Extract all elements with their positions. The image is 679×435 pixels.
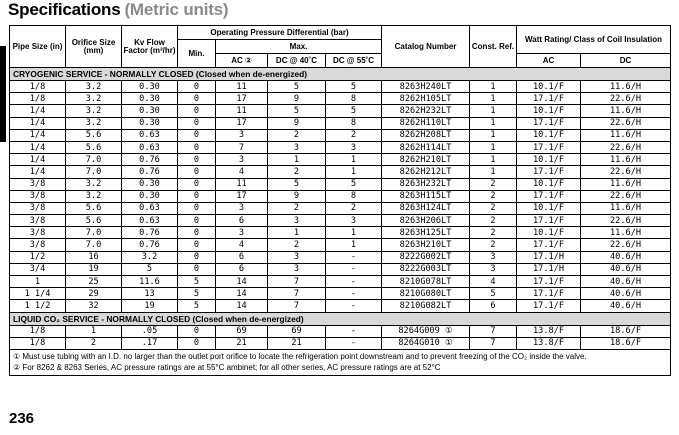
- cell-watt-dc: 40.6/H: [581, 288, 671, 300]
- cell-orifice-size: 5.6: [66, 141, 122, 153]
- cell-orifice-size: 3.2: [66, 117, 122, 129]
- cell-watt-ac: 17.1/F: [517, 166, 581, 178]
- cell-max-dc-40: 21: [268, 337, 326, 349]
- cell-max-dc-40: 5: [268, 81, 326, 93]
- cell-watt-ac: 10.1/F: [517, 202, 581, 214]
- cell-kv-factor: 0.76: [122, 154, 178, 166]
- cell-max-dc-40: 3: [268, 215, 326, 227]
- cell-max-dc-55: 5: [326, 81, 382, 93]
- cell-const-ref: 1: [470, 154, 517, 166]
- cell-max-dc-40: 5: [268, 178, 326, 190]
- cell-min-pressure: 0: [178, 227, 216, 239]
- cell-watt-dc: 11.6/H: [581, 81, 671, 93]
- cell-max-dc-55: -: [326, 337, 382, 349]
- cell-max-dc-40: 1: [268, 154, 326, 166]
- cell-min-pressure: 0: [178, 251, 216, 263]
- cell-catalog-number: 8263H232LT: [382, 178, 470, 190]
- cell-catalog-number: 8263H206LT: [382, 215, 470, 227]
- note-1: ① Must use tubing with an I.D. no larger than the outlet port orifice to locate the refrigeration point downstream and to prevent freezing of the CO₂ inside the valve.: [13, 352, 587, 362]
- cell-pipe-size: 1/4: [10, 166, 66, 178]
- cell-min-pressure: 0: [178, 190, 216, 202]
- cell-max-dc-55: 1: [326, 154, 382, 166]
- cell-max-ac: 21: [216, 337, 268, 349]
- cell-watt-dc: 22.6/H: [581, 166, 671, 178]
- cell-catalog-number: 8262H208LT: [382, 129, 470, 141]
- cell-watt-ac: 10.1/F: [517, 178, 581, 190]
- cell-const-ref: 7: [470, 325, 517, 337]
- header-const-ref: Const. Ref.: [470, 26, 517, 68]
- cell-max-dc-55: 5: [326, 105, 382, 117]
- cell-const-ref: 1: [470, 105, 517, 117]
- cell-catalog-number: 8210G078LT: [382, 276, 470, 288]
- cell-max-dc-55: -: [326, 300, 382, 312]
- cell-orifice-size: 2: [66, 337, 122, 349]
- cell-const-ref: 2: [470, 202, 517, 214]
- cell-watt-ac: 17.1/F: [517, 288, 581, 300]
- cell-const-ref: 2: [470, 239, 517, 251]
- page-number: 236: [9, 410, 35, 427]
- table-notes: [10, 349, 671, 375]
- cell-kv-factor: 0.63: [122, 202, 178, 214]
- cell-watt-ac: 17.1/F: [517, 141, 581, 153]
- cell-kv-factor: 11.6: [122, 276, 178, 288]
- cell-max-dc-40: 5: [268, 105, 326, 117]
- cell-max-dc-40: 69: [268, 325, 326, 337]
- cell-min-pressure: 5: [178, 300, 216, 312]
- cell-watt-dc: 18.6/F: [581, 337, 671, 349]
- cell-max-dc-55: -: [326, 276, 382, 288]
- cell-kv-factor: 19: [122, 300, 178, 312]
- cell-catalog-number: 8263H125LT: [382, 227, 470, 239]
- cell-max-dc-40: 7: [268, 288, 326, 300]
- cell-watt-ac: 10.1/F: [517, 129, 581, 141]
- cell-min-pressure: 0: [178, 141, 216, 153]
- cell-max-ac: 3: [216, 202, 268, 214]
- cell-orifice-size: 1: [66, 325, 122, 337]
- cell-const-ref: 1: [470, 81, 517, 93]
- cell-watt-dc: 18.6/F: [581, 325, 671, 337]
- cell-catalog-number: 8222G002LT: [382, 251, 470, 263]
- table-row: [10, 154, 671, 166]
- table-row: [10, 251, 671, 263]
- cell-orifice-size: 3.2: [66, 93, 122, 105]
- table-row: [10, 178, 671, 190]
- section-label: CRYOGENIC SERVICE - NORMALLY CLOSED (Closed when de-energized): [10, 68, 671, 81]
- title-units: (Metric units): [124, 0, 229, 19]
- table-row: [10, 337, 671, 349]
- cell-max-dc-55: 1: [326, 239, 382, 251]
- cell-max-ac: 4: [216, 239, 268, 251]
- cell-orifice-size: 7.0: [66, 154, 122, 166]
- cell-max-ac: 14: [216, 300, 268, 312]
- cell-kv-factor: 5: [122, 263, 178, 275]
- cell-catalog-number: 8262H212LT: [382, 166, 470, 178]
- cell-catalog-number: 8264G009 ①: [382, 325, 470, 337]
- cell-pipe-size: 1: [10, 276, 66, 288]
- cell-max-dc-55: 2: [326, 129, 382, 141]
- cell-max-dc-40: 3: [268, 251, 326, 263]
- title-main: Specifications: [8, 0, 121, 19]
- cell-catalog-number: 8263H240LT: [382, 81, 470, 93]
- cell-kv-factor: 0.30: [122, 81, 178, 93]
- cell-pipe-size: 1/8: [10, 337, 66, 349]
- cell-orifice-size: 5.6: [66, 129, 122, 141]
- page-title: [8, 0, 228, 20]
- table-row: [10, 117, 671, 129]
- cell-min-pressure: 0: [178, 178, 216, 190]
- cell-max-ac: 7: [216, 141, 268, 153]
- cell-watt-ac: 17.1/F: [517, 117, 581, 129]
- cell-kv-factor: 0.30: [122, 105, 178, 117]
- cell-watt-dc: 11.6/H: [581, 178, 671, 190]
- cell-max-ac: 17: [216, 190, 268, 202]
- cell-orifice-size: 5.6: [66, 202, 122, 214]
- cell-watt-dc: 11.6/H: [581, 202, 671, 214]
- section-tab-marker: [0, 46, 6, 142]
- cell-pipe-size: 3/8: [10, 239, 66, 251]
- cell-const-ref: 1: [470, 117, 517, 129]
- cell-max-dc-55: 5: [326, 178, 382, 190]
- cell-watt-dc: 40.6/H: [581, 251, 671, 263]
- cell-kv-factor: 0.30: [122, 117, 178, 129]
- cell-watt-dc: 11.6/H: [581, 227, 671, 239]
- note-2: ② For 8262 & 8263 Series, AC pressure ratings are at 55°C ambinet; for all other series, AC pressure ratings are at 52°C: [13, 363, 441, 373]
- cell-min-pressure: 0: [178, 337, 216, 349]
- cell-orifice-size: 19: [66, 263, 122, 275]
- table-row: [10, 215, 671, 227]
- cell-watt-dc: 11.6/H: [581, 129, 671, 141]
- cell-watt-ac: 17.1/F: [517, 93, 581, 105]
- cell-max-ac: 4: [216, 166, 268, 178]
- cell-min-pressure: 0: [178, 154, 216, 166]
- cell-max-dc-55: -: [326, 263, 382, 275]
- cell-catalog-number: 8262H210LT: [382, 154, 470, 166]
- cell-orifice-size: 7.0: [66, 239, 122, 251]
- cell-max-dc-55: 3: [326, 141, 382, 153]
- cell-min-pressure: 0: [178, 325, 216, 337]
- table-row: [10, 325, 671, 337]
- section-header-row: [10, 312, 671, 325]
- cell-max-ac: 6: [216, 215, 268, 227]
- cell-orifice-size: 3.2: [66, 81, 122, 93]
- table-row: [10, 93, 671, 105]
- cell-max-ac: 17: [216, 117, 268, 129]
- cell-max-dc-40: 3: [268, 263, 326, 275]
- cell-max-dc-55: -: [326, 251, 382, 263]
- cell-pipe-size: 1/8: [10, 81, 66, 93]
- table-row: [10, 166, 671, 178]
- cell-max-ac: 11: [216, 105, 268, 117]
- cell-orifice-size: 3.2: [66, 190, 122, 202]
- cell-orifice-size: 16: [66, 251, 122, 263]
- cell-watt-ac: 13.8/F: [517, 337, 581, 349]
- cell-watt-dc: 22.6/H: [581, 190, 671, 202]
- cell-kv-factor: 0.63: [122, 129, 178, 141]
- cell-pipe-size: 3/4: [10, 263, 66, 275]
- cell-orifice-size: 3.2: [66, 178, 122, 190]
- cell-orifice-size: 3.2: [66, 105, 122, 117]
- header-catalog-number: Catalog Number: [382, 26, 470, 68]
- specifications-table: [9, 25, 671, 376]
- cell-catalog-number: 8263H115LT: [382, 190, 470, 202]
- cell-pipe-size: 1 1/2: [10, 300, 66, 312]
- table-row: [10, 81, 671, 93]
- table-row: [10, 202, 671, 214]
- table-row: [10, 288, 671, 300]
- header-max: Max.: [216, 40, 382, 54]
- header-pipe-size: Pipe Size (in): [10, 26, 66, 68]
- cell-catalog-number: 8210G080LT: [382, 288, 470, 300]
- cell-pipe-size: 1 1/4: [10, 288, 66, 300]
- cell-catalog-number: 8222G003LT: [382, 263, 470, 275]
- cell-catalog-number: 8262H232LT: [382, 105, 470, 117]
- cell-orifice-size: 29: [66, 288, 122, 300]
- table-row: [10, 263, 671, 275]
- section-label: LIQUID CO₂ SERVICE - NORMALLY CLOSED (Closed when de-energized): [10, 312, 671, 325]
- cell-max-dc-55: 1: [326, 227, 382, 239]
- cell-catalog-number: 8262H105LT: [382, 93, 470, 105]
- cell-kv-factor: .17: [122, 337, 178, 349]
- cell-const-ref: 7: [470, 337, 517, 349]
- cell-min-pressure: 0: [178, 202, 216, 214]
- cell-kv-factor: 0.30: [122, 178, 178, 190]
- cell-const-ref: 1: [470, 129, 517, 141]
- header-orifice-size: Orifice Size (mm): [66, 26, 122, 68]
- cell-max-ac: 69: [216, 325, 268, 337]
- cell-const-ref: 2: [470, 227, 517, 239]
- cell-orifice-size: 25: [66, 276, 122, 288]
- cell-pipe-size: 1/2: [10, 251, 66, 263]
- cell-watt-dc: 11.6/H: [581, 154, 671, 166]
- cell-const-ref: 3: [470, 251, 517, 263]
- cell-const-ref: 2: [470, 190, 517, 202]
- cell-max-ac: 11: [216, 178, 268, 190]
- cell-watt-ac: 10.1/F: [517, 227, 581, 239]
- cell-max-dc-55: 8: [326, 117, 382, 129]
- cell-catalog-number: 8262H114LT: [382, 141, 470, 153]
- cell-min-pressure: 0: [178, 105, 216, 117]
- cell-max-dc-55: 8: [326, 93, 382, 105]
- cell-watt-dc: 22.6/H: [581, 93, 671, 105]
- cell-catalog-number: 8210G082LT: [382, 300, 470, 312]
- cell-const-ref: 4: [470, 276, 517, 288]
- cell-max-ac: 11: [216, 81, 268, 93]
- cell-watt-ac: 17.1/F: [517, 276, 581, 288]
- cell-watt-ac: 17.1/H: [517, 263, 581, 275]
- cell-watt-ac: 10.1/F: [517, 105, 581, 117]
- table-row: [10, 300, 671, 312]
- cell-watt-ac: 17.1/F: [517, 300, 581, 312]
- cell-pipe-size: 3/8: [10, 215, 66, 227]
- cell-catalog-number: 8264G010 ①: [382, 337, 470, 349]
- cell-max-dc-55: 3: [326, 215, 382, 227]
- cell-watt-ac: 17.1/F: [517, 215, 581, 227]
- cell-max-dc-55: 8: [326, 190, 382, 202]
- header-max-dc-40: DC @ 40˚C: [268, 54, 326, 68]
- cell-watt-dc: 40.6/H: [581, 300, 671, 312]
- cell-max-dc-40: 9: [268, 93, 326, 105]
- cell-max-ac: 6: [216, 251, 268, 263]
- cell-max-ac: 3: [216, 227, 268, 239]
- section-header-row: [10, 68, 671, 81]
- header-max-ac: AC ②: [216, 54, 268, 68]
- cell-orifice-size: 7.0: [66, 166, 122, 178]
- cell-const-ref: 2: [470, 215, 517, 227]
- cell-min-pressure: 0: [178, 166, 216, 178]
- cell-min-pressure: 0: [178, 93, 216, 105]
- cell-watt-dc: 22.6/H: [581, 141, 671, 153]
- cell-max-dc-55: -: [326, 325, 382, 337]
- cell-max-ac: 14: [216, 288, 268, 300]
- cell-pipe-size: 1/4: [10, 129, 66, 141]
- cell-watt-ac: 13.8/F: [517, 325, 581, 337]
- cell-orifice-size: 32: [66, 300, 122, 312]
- table-row: [10, 141, 671, 153]
- cell-min-pressure: 0: [178, 81, 216, 93]
- header-watt-rating: Watt Rating/ Class of Coil Insulation: [517, 26, 671, 54]
- cell-max-dc-40: 2: [268, 202, 326, 214]
- header-watt-dc: DC: [581, 54, 671, 68]
- cell-const-ref: 2: [470, 178, 517, 190]
- cell-min-pressure: 0: [178, 215, 216, 227]
- cell-kv-factor: 0.76: [122, 239, 178, 251]
- cell-pipe-size: 3/8: [10, 227, 66, 239]
- cell-pipe-size: 3/8: [10, 202, 66, 214]
- cell-kv-factor: 0.63: [122, 215, 178, 227]
- cell-max-ac: 3: [216, 154, 268, 166]
- cell-kv-factor: 0.76: [122, 166, 178, 178]
- cell-watt-ac: 17.1/F: [517, 239, 581, 251]
- cell-kv-factor: 3.2: [122, 251, 178, 263]
- table-row: [10, 105, 671, 117]
- cell-max-dc-55: -: [326, 288, 382, 300]
- cell-kv-factor: 13: [122, 288, 178, 300]
- cell-kv-factor: 0.63: [122, 141, 178, 153]
- cell-const-ref: 3: [470, 263, 517, 275]
- cell-pipe-size: 3/8: [10, 178, 66, 190]
- cell-kv-factor: .05: [122, 325, 178, 337]
- cell-watt-ac: 10.1/F: [517, 81, 581, 93]
- cell-min-pressure: 0: [178, 263, 216, 275]
- cell-max-dc-40: 9: [268, 117, 326, 129]
- cell-watt-dc: 22.6/H: [581, 117, 671, 129]
- cell-kv-factor: 0.30: [122, 190, 178, 202]
- table-row: [10, 190, 671, 202]
- cell-catalog-number: 8263H210LT: [382, 239, 470, 251]
- cell-const-ref: 6: [470, 300, 517, 312]
- cell-catalog-number: 8262H110LT: [382, 117, 470, 129]
- cell-const-ref: 1: [470, 93, 517, 105]
- cell-watt-dc: 22.6/H: [581, 215, 671, 227]
- cell-watt-dc: 11.6/H: [581, 105, 671, 117]
- cell-max-dc-40: 2: [268, 166, 326, 178]
- cell-pipe-size: 1/4: [10, 141, 66, 153]
- cell-watt-dc: 40.6/H: [581, 276, 671, 288]
- table-row: [10, 239, 671, 251]
- cell-max-ac: 17: [216, 93, 268, 105]
- cell-max-ac: 14: [216, 276, 268, 288]
- cell-max-dc-40: 9: [268, 190, 326, 202]
- cell-const-ref: 1: [470, 141, 517, 153]
- table-row: [10, 227, 671, 239]
- cell-pipe-size: 1/4: [10, 154, 66, 166]
- header-watt-ac: AC: [517, 54, 581, 68]
- cell-min-pressure: 5: [178, 276, 216, 288]
- table-row: [10, 276, 671, 288]
- cell-min-pressure: 0: [178, 239, 216, 251]
- cell-const-ref: 1: [470, 166, 517, 178]
- cell-watt-dc: 40.6/H: [581, 263, 671, 275]
- cell-max-dc-40: 7: [268, 276, 326, 288]
- header-kv-flow-factor: Kv Flow Factor (m³/hr): [122, 26, 178, 68]
- cell-pipe-size: 1/4: [10, 105, 66, 117]
- notes-row: [10, 349, 671, 375]
- cell-orifice-size: 5.6: [66, 215, 122, 227]
- cell-watt-ac: 10.1/F: [517, 154, 581, 166]
- cell-max-dc-40: 3: [268, 141, 326, 153]
- cell-min-pressure: 0: [178, 129, 216, 141]
- header-operating-pressure: Operating Pressure Differential (bar): [178, 26, 382, 40]
- cell-min-pressure: 0: [178, 117, 216, 129]
- cell-max-dc-55: 2: [326, 202, 382, 214]
- cell-pipe-size: 1/8: [10, 93, 66, 105]
- cell-max-dc-40: 7: [268, 300, 326, 312]
- cell-pipe-size: 1/8: [10, 325, 66, 337]
- header-min: Min.: [178, 40, 216, 68]
- cell-const-ref: 5: [470, 288, 517, 300]
- cell-max-dc-55: 1: [326, 166, 382, 178]
- cell-orifice-size: 7.0: [66, 227, 122, 239]
- header-max-dc-55: DC @ 55˚C: [326, 54, 382, 68]
- cell-catalog-number: 8263H124LT: [382, 202, 470, 214]
- cell-min-pressure: 5: [178, 288, 216, 300]
- cell-kv-factor: 0.30: [122, 93, 178, 105]
- cell-max-dc-40: 2: [268, 239, 326, 251]
- cell-watt-ac: 17.1/F: [517, 190, 581, 202]
- cell-watt-dc: 22.6/H: [581, 239, 671, 251]
- table-body: [10, 68, 671, 376]
- cell-max-ac: 3: [216, 129, 268, 141]
- cell-max-dc-40: 1: [268, 227, 326, 239]
- cell-kv-factor: 0.76: [122, 227, 178, 239]
- cell-watt-ac: 17.1/H: [517, 251, 581, 263]
- cell-max-ac: 6: [216, 263, 268, 275]
- cell-pipe-size: 1/4: [10, 117, 66, 129]
- cell-pipe-size: 3/8: [10, 190, 66, 202]
- cell-max-dc-40: 2: [268, 129, 326, 141]
- table-row: [10, 129, 671, 141]
